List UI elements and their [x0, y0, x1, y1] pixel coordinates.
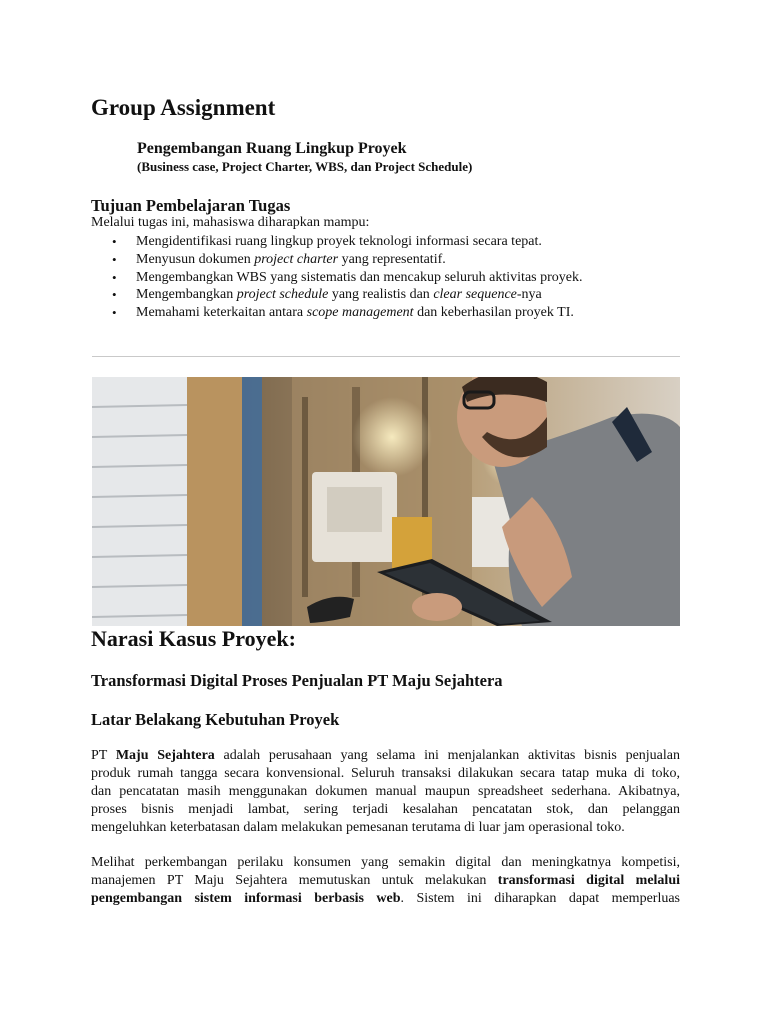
objective-item: • Mengembangkan WBS yang sistematis dan mencakup seluruh aktivitas proyek.	[91, 269, 582, 287]
background-title: Latar Belakang Kebutuhan Proyek	[91, 710, 340, 729]
objectives-intro: Melalui tugas ini, mahasiswa diharapkan mampu:	[91, 215, 370, 230]
paragraph-line: mengeluhkan keterbatasan dalam melakukan pemesanan terutama di luar jam operasional toko.	[91, 820, 625, 835]
objectives-title: Tujuan Pembelajaran Tugas	[91, 196, 291, 215]
background-paragraph-2	[91, 854, 680, 908]
paragraph-line: PT Maju Sejahtera adalah perusahaan yang selama ini menjalankan aktivitas bisnis penjualan	[91, 748, 680, 763]
assignment-heading: Group Assignment	[91, 95, 276, 120]
paragraph-line: dan pencatatan masih menggunakan dokumen manual maupun spreadsheet sederhana. Akibatnya,	[91, 784, 680, 799]
objective-item: • Mengidentifikasi ruang lingkup proyek teknologi informasi secara tepat.	[91, 233, 582, 251]
paragraph-line: manajemen PT Maju Sejahtera memutuskan untuk melakukan transformasi digital melalui	[91, 873, 680, 888]
objective-item: • Memahami keterkaitan antara scope management dan keberhasilan proyek TI.	[91, 304, 582, 322]
warehouse-worker-tablet-photo	[92, 377, 680, 626]
objectives-list	[91, 233, 582, 322]
paragraph-line: Melihat perkembangan perilaku konsumen yang semakin digital dan meningkatnya kompetisi,	[91, 855, 680, 870]
assignment-scope-note: (Business case, Project Charter, WBS, dan Project Schedule)	[137, 159, 473, 174]
background-paragraph-1	[91, 747, 680, 837]
case-heading: Narasi Kasus Proyek:	[91, 626, 296, 651]
paragraph-line: pengembangan sistem informasi berbasis web. Sistem ini diharapkan dapat memperluas	[91, 891, 680, 906]
assignment-subtitle: Pengembangan Ruang Lingkup Proyek	[137, 140, 407, 157]
case-title: Transformasi Digital Proses Penjualan PT Maju Sejahtera	[91, 671, 503, 690]
paragraph-line: produk rumah tangga secara konvensional. Seluruh transaksi dilakukan secara tatap muka di toko,	[91, 766, 680, 781]
section-divider	[92, 356, 680, 357]
paragraph-line: proses bisnis menjadi lambat, sering terjadi kesalahan pencatatan stok, dan pelanggan	[91, 802, 680, 817]
objective-item: • Menyusun dokumen project charter yang representatif.	[91, 251, 582, 269]
objective-item: • Mengembangkan project schedule yang realistis dan clear sequence-nya	[91, 286, 582, 304]
